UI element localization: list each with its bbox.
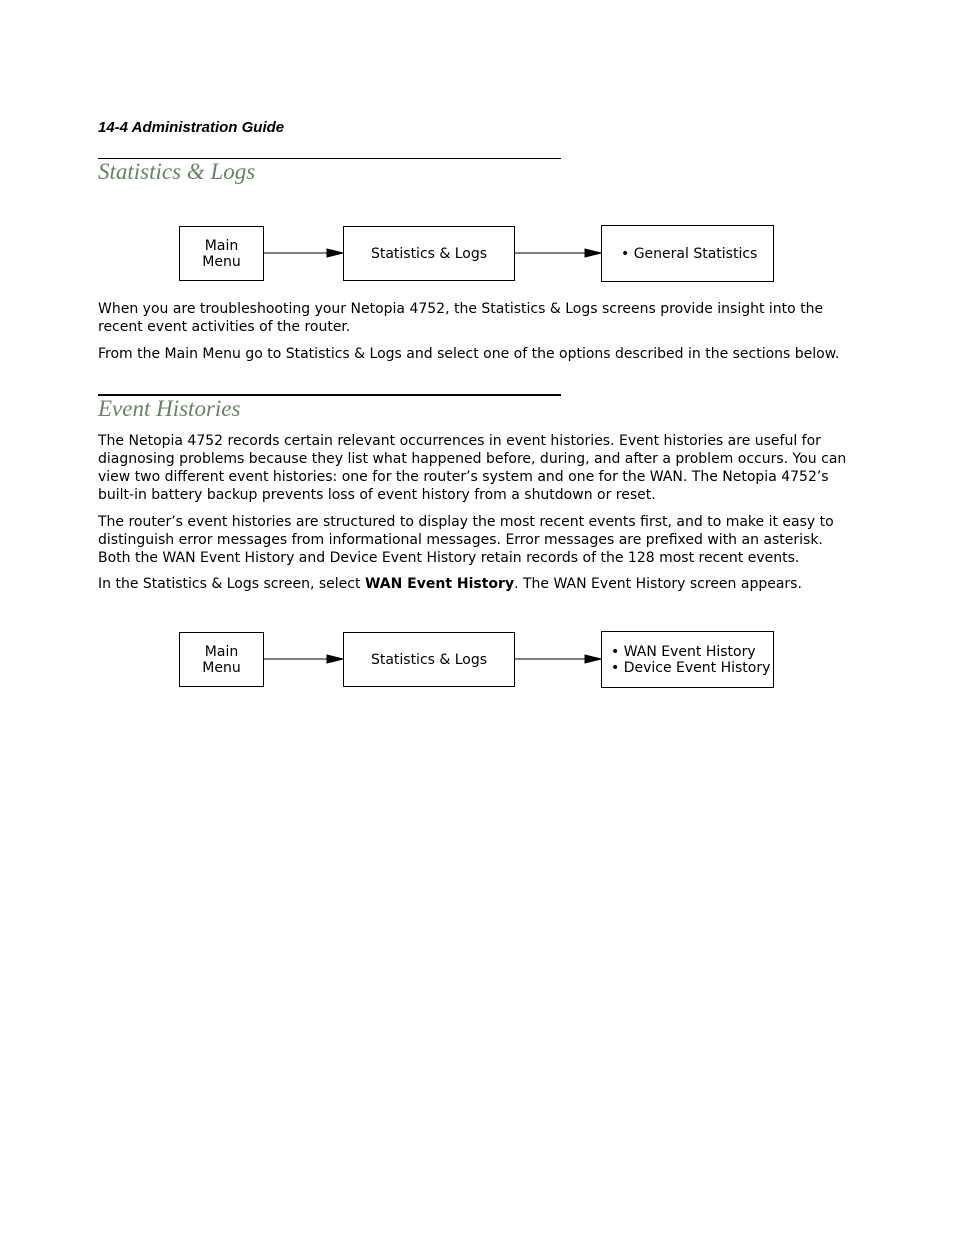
- arrow-head: [585, 655, 601, 663]
- section-title-event-histories: Event Histories: [98, 396, 241, 421]
- options-box: [601, 631, 774, 688]
- instruction-bold: WAN Event History: [364, 576, 515, 592]
- main-menu-box: [179, 632, 264, 687]
- options-box: [601, 225, 774, 282]
- section-title-statistics-logs: Statistics & Logs: [98, 159, 256, 184]
- statistics-logs-label: Statistics & Logs: [370, 245, 488, 262]
- statistics-logs-box: [343, 226, 515, 281]
- arrow-head: [327, 249, 343, 257]
- arrow-head: [327, 655, 343, 663]
- instruction-after: . The WAN Event History screen appears.: [514, 576, 802, 592]
- main-menu-line-1: Main: [204, 643, 239, 660]
- option-device-event-history: • Device Event History: [611, 659, 771, 676]
- statistics-logs-box: [343, 632, 515, 687]
- main-menu-line-2: Menu: [202, 253, 241, 270]
- paragraph: When you are troubleshooting your Netopia 4752, the Statistics & Logs screens provide insight into the recent event activities of the router.: [98, 301, 824, 335]
- option-general-statistics: • General Statistics: [621, 245, 758, 262]
- statistics-logs-label: Statistics & Logs: [370, 651, 488, 668]
- arrow-head: [585, 249, 601, 257]
- instruction-paragraph: [98, 575, 858, 593]
- main-menu-line-2: Menu: [202, 659, 241, 676]
- option-wan-event-history: • WAN Event History: [611, 643, 756, 660]
- paragraph: The router’s event histories are structured to display the most recent events first, and to make it easy to distinguish error messages from informational messages. Error messages are prefixed with an asterisk. Both the WAN Event History and Device Event History retain records of the 128 most recent events.: [98, 514, 834, 566]
- paragraph: The Netopia 4752 records certain relevant occurrences in event histories. Event histories are useful for diagnosing problems because they list what happened before, during, and after a problem occurs. You can view two different event histories: one for the router’s system and one for the WAN. The Netopia 4752’s built-in battery backup prevents loss of event history from a shutdown or reset.: [98, 433, 847, 503]
- instruction-before: In the Statistics & Logs screen, select: [98, 576, 365, 592]
- main-menu-box: [179, 226, 264, 281]
- main-menu-line-1: Main: [204, 237, 239, 254]
- running-header: 14-4 Administration Guide: [98, 119, 285, 136]
- paragraph: From the Main Menu go to Statistics & Logs and select one of the options described in the sections below.: [98, 346, 840, 362]
